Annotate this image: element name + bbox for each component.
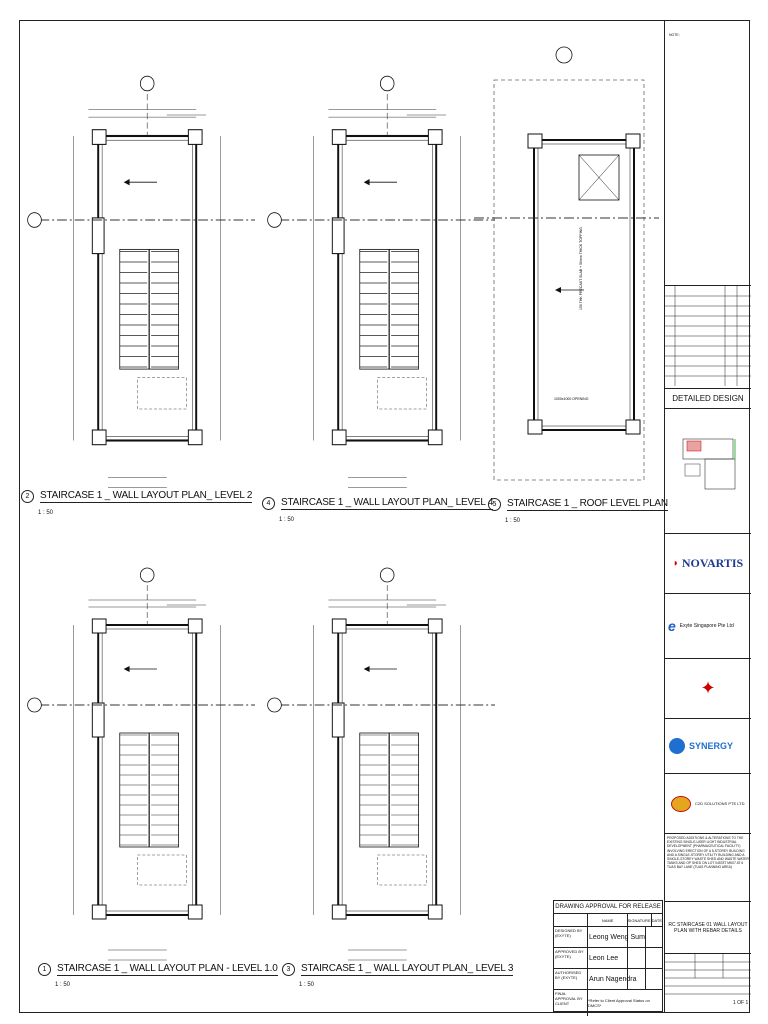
- plan-level-4: [268, 76, 495, 488]
- view-scale: 1 : 50: [38, 510, 54, 516]
- approval-name: Arun Nagendra: [588, 969, 628, 989]
- approval-table: [553, 900, 663, 1012]
- view-scale: 1 : 50: [279, 517, 295, 523]
- view-number: 1: [38, 963, 51, 976]
- exyte-logo-icon: e: [668, 618, 676, 634]
- architect-logo-icon: ✦: [700, 678, 716, 698]
- contractor-name: Exyte Singapore Pte Ltd: [679, 623, 734, 629]
- plan-roof-level: [474, 47, 659, 480]
- view-title-text: STAIRCASE 1 _ ROOF LEVEL PLAN: [507, 498, 668, 509]
- revision-grid: [665, 286, 751, 386]
- c2d-logo-icon: [671, 796, 691, 812]
- roof-slab-note: 150 THK PRECAST SLAB + 50mm THICK TOPPING: [579, 227, 583, 310]
- view-number: 5: [488, 498, 501, 511]
- synergy-name: SYNERGY: [689, 741, 734, 751]
- roof-opening-note: 1000x1000 OPENING: [554, 397, 589, 401]
- col-header-name: NAME: [588, 914, 628, 926]
- view-title-text: STAIRCASE 1 _ WALL LAYOUT PLAN - LEVEL 1.0: [57, 963, 278, 974]
- revision-table: [665, 285, 751, 385]
- view-title-level-2: [21, 490, 252, 503]
- view-number: 4: [262, 497, 275, 510]
- key-plan: [665, 408, 751, 518]
- plan-level-3: [268, 568, 495, 960]
- plan-level-2: [28, 76, 255, 488]
- view-title-level-3: [282, 963, 513, 976]
- plan-level-1: [28, 568, 255, 960]
- consultant-block: [665, 718, 751, 773]
- architect-block: [665, 658, 751, 718]
- key-plan-drawing: [665, 409, 751, 519]
- view-number: 3: [282, 963, 295, 976]
- view-title-text: STAIRCASE 1 _ WALL LAYOUT PLAN_ LEVEL 4: [281, 497, 494, 508]
- view-number: 2: [21, 490, 34, 503]
- approval-name: Leon Lee: [588, 948, 628, 968]
- view-scale: 1 : 50: [505, 518, 521, 524]
- synergy-logo-icon: [669, 738, 685, 754]
- view-title-level-4: [262, 497, 493, 510]
- title-block: [664, 20, 750, 1013]
- view-scale: 1 : 50: [55, 982, 71, 988]
- novartis-flame-icon: ◗: [672, 558, 679, 569]
- approval-title: DRAWING APPROVAL FOR RELEASE: [554, 901, 662, 914]
- drawing-title: RC STAIRCASE 01 WALL LAYOUT PLAN WITH REBAR DETAILS: [665, 901, 751, 953]
- view-title-text: STAIRCASE 1 _ WALL LAYOUT PLAN_ LEVEL 2: [40, 490, 253, 501]
- approval-role: FINAL APPROVAL BY CLIENT: [554, 990, 588, 1016]
- design-phase: DETAILED DESIGN: [672, 394, 744, 403]
- approval-note: *Refer to Client Approval Status on DMCS*: [588, 998, 650, 1008]
- notes-label: NOTE:: [669, 33, 680, 37]
- view-title-text: STAIRCASE 1 _ WALL LAYOUT PLAN_ LEVEL 3: [301, 963, 514, 974]
- c2d-block: [665, 773, 751, 833]
- project-title: PROPOSED ADDITIONS & ALTERATIONS TO THE EXISTING SINGLE-USER LIGHT INDUSTRIAL DEVELOPMENT (PHARMACEUTICAL FACILITY) INVOLVING ERECTION OF A 5-STOREY BUILDING AND A SINGLE-STOREY UTILITY BUILDING AND A SINGLE-STOREY WASTE SHED AND WASTE WATER TANKS AND OP SHED ON LOT 04578T MK07 AT 6 TUAS BAY LANE (TUAS PLANNING AREA): [665, 833, 751, 901]
- contractor-block: [665, 593, 751, 658]
- col-header-signature: SIGNATURE: [628, 914, 652, 926]
- col-header-date: DATE: [651, 917, 662, 923]
- approval-name: Leong Weng Sum: [588, 927, 628, 947]
- view-title-roof: [488, 498, 668, 511]
- approval-role: DESIGNED BY (EXYTE): [554, 927, 588, 947]
- client-logo: [665, 533, 751, 593]
- approval-role: AUTHORISED BY (EXYTE): [554, 969, 588, 989]
- approval-role: APPROVED BY (EXYTE): [554, 948, 588, 968]
- view-scale: 1 : 50: [299, 982, 315, 988]
- drawing-info: [665, 953, 751, 1013]
- view-title-level-1: [38, 963, 278, 976]
- sheet-number: 1 OF 1: [733, 1000, 749, 1006]
- drawing-area: [19, 20, 664, 1013]
- client-name: NOVARTIS: [681, 556, 744, 570]
- consultant-name: C2D SOLUTIONS PTE LTD: [695, 801, 745, 806]
